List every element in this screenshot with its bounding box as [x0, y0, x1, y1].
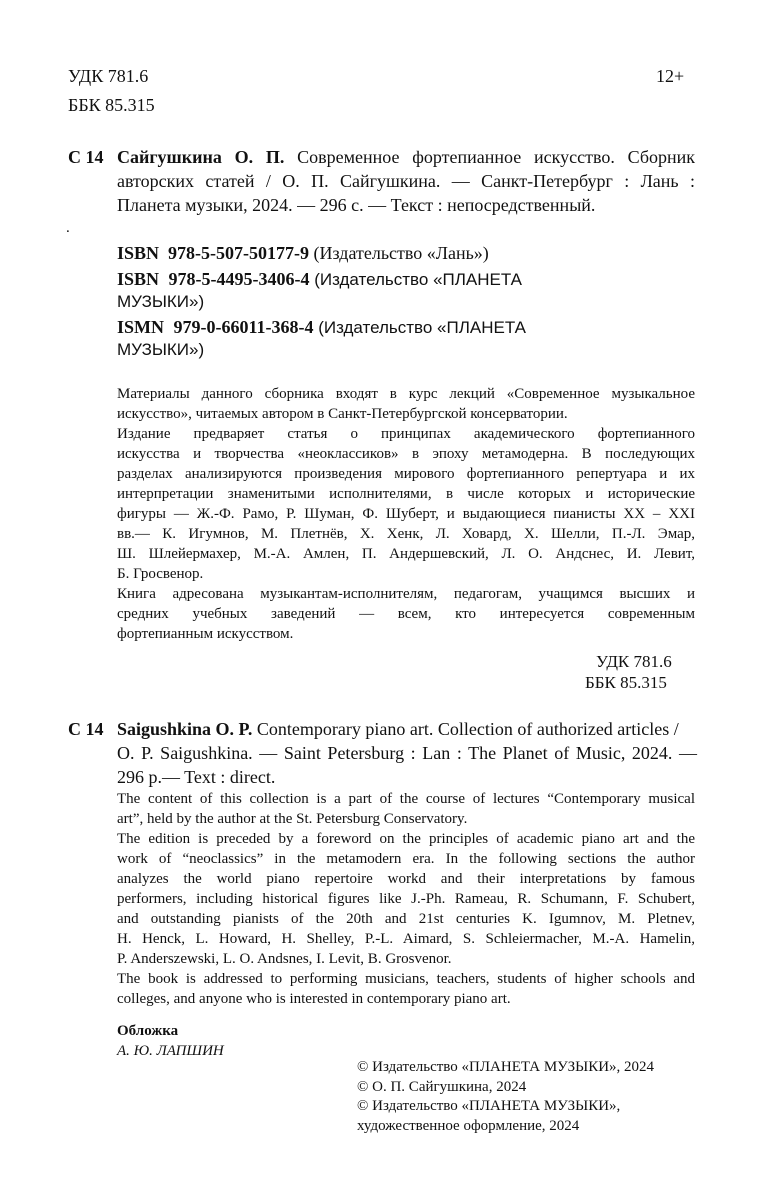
ru-record-line-3: Планета музыки, 2024. — 296 с. — Текст : непосредственный. — [117, 195, 596, 215]
en-record-code: С 14 — [68, 719, 104, 739]
stray-dot: . — [66, 220, 70, 236]
ru-record-line-1: Сайгушкина О. П. Современное фортепианное искусство. Сборник — [117, 147, 696, 167]
cover-artist: А. Ю. ЛАПШИН — [117, 1043, 224, 1059]
ru-record-line-2: авторских статей / О. П. Сайгушкина. — Санкт-Петербург : Лань : — [117, 171, 695, 191]
copyright-line: художественное оформление, 2024 — [357, 1117, 580, 1134]
ru-abstract: Материалы данного сборника входят в курс лекций «Современное музыкальное искусство», читаемых автором в Санкт-Петербургской консерватории. Издание предваряет статья о принципах академического фортепианного искусства и творчества «неоклассиков» в эпоху метамодерна. В последующих разделах анализируются произведения мирового фортепианного репертуара и их интерпретации знаменитыми исполнителями, в числе которых и исторические фигуры — Ж.-Ф. Рамо, Р. Шуман, Ф. Шуберт, и выдающиеся пианисты XX – XXI вв.— К. Игумнов, М. Плетнёв, Х. Хенк, Л. Ховард, Х. Шелли, П.-Л. Эмар, Ш. Шлейермахер, М.-А. Амлен, П. Андершевский, Л. О. Андснес, И. Левит, Б. Гросвенор. Книга адресована музыкантам-исполнителям, педагогам, учащимся высших и средних учебных заведений — всем, кто интересуется современным фортепианным искусством. — [117, 386, 695, 642]
en-record-author: Saigushkina O. P. — [117, 719, 253, 739]
copyright-line: © Издательство «ПЛАНЕТА МУЗЫКИ», 2024 — [357, 1059, 655, 1075]
en-record-body: Saigushkina O. P. Contemporary piano art. Collection of authorized articles / O. P. Saigushkina. — Saint Petersburg : Lan : The Planet of Music, 2024. — 296 p.— Text : direct. — [117, 719, 697, 787]
ru-record-body — [117, 145, 695, 217]
copyright-line: © О. П. Сайгушкина, 2024 — [357, 1078, 527, 1095]
header-bbk: ББК 85.315 — [68, 95, 155, 115]
header-udk: УДК 781.6 — [68, 66, 149, 86]
en-abstract: The content of this collection is a part of the course of lectures “Contemporary musical art”, held by the author at the St. Petersburg Conservatory. The edition is preceded by a foreword on the principles of academic piano art and the work of “neoclassics” in the metamodern era. In the following sections the author analyzes the world piano repertoire workd and their interpretations by famous performers, including historical figures like J.-Ph. Rameau, R. Schumann, F. Schubert, and outstanding pianists of the 20th and 21st centuries K. Igumnov, M. Pletnev, H. Henck, L. Howard, H. Shelley, P.-L. Aimard, S. Schleiermacher, M.-A. Hamelin, P. Anderszewski, L. O. Andsnes, I. Levit, B. Grosvenor. The book is addressed to performing musicians, teachers, students of higher schools and colleges, and anyone who is interested in contemporary piano art. — [117, 791, 695, 1007]
age-rating: 12+ — [656, 66, 685, 86]
isbn-1: ISBN 978-5-507-50177-9 (Издательство «Лань») — [117, 243, 489, 263]
ismn: ISMN 979-0-66011-368-4 (Издательство «ПЛАНЕТА МУЗЫКИ») — [117, 317, 526, 359]
copyright-line: © Издательство «ПЛАНЕТА МУЗЫКИ», — [357, 1098, 621, 1114]
copyright-block — [357, 1058, 654, 1136]
ru-record-author: Сайгушкина О. П. — [117, 147, 285, 167]
isbn-2: ISBN 978-5-4495-3406-4 (Издательство «ПЛАНЕТА МУЗЫКИ») — [117, 269, 523, 311]
ru-bbk: ББК 85.315 — [585, 673, 667, 692]
cover-label: Обложка — [117, 1023, 179, 1039]
ru-udk: УДК 781.6 — [596, 652, 672, 671]
ru-record-code: С 14 — [68, 147, 104, 167]
isbn-block — [117, 241, 489, 265]
